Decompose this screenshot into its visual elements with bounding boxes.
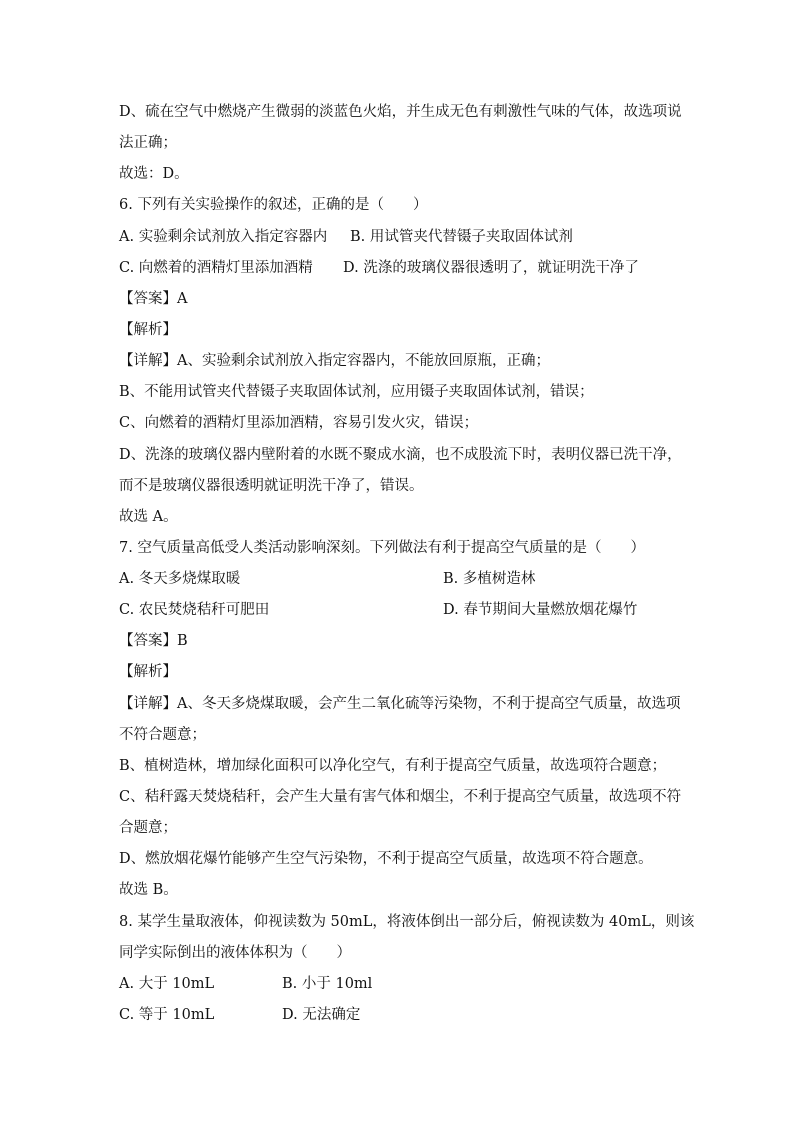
q7-option-c: C. 农民焚烧秸秆可肥田	[119, 602, 270, 618]
q8-option-c: C. 等于 10mL	[119, 1007, 215, 1023]
text-line: C、秸秆露天焚烧秸秆，会产生大量有害气体和烟尘，不利于提高空气质量，故选项不符	[119, 789, 682, 805]
analysis-label: 【解析】	[119, 664, 177, 680]
question-8-stem: 8. 某学生量取液体，仰视读数为 50mL，将液体倒出一部分后，俯视读数为 40mL，则该	[119, 914, 695, 930]
text-line: 【详解】A、冬天多烧煤取暖，会产生二氧化硫等污染物，不利于提高空气质量，故选项	[119, 696, 681, 712]
q7-option-a: A. 冬天多烧煤取暖	[119, 571, 241, 587]
q8-option-a: A. 大于 10mL	[119, 976, 215, 992]
text-line: B、不能用试管夹代替镊子夹取固体试剂，应用镊子夹取固体试剂，错误；	[119, 384, 594, 400]
q7-option-b: B. 多植树造林	[443, 571, 536, 587]
text-line: 合题意；	[119, 820, 177, 836]
text-line: 故选 B。	[119, 882, 178, 898]
question-6-stem: 6. 下列有关实验操作的叙述，正确的是（ ）	[119, 197, 428, 213]
text-line: 故选 A。	[119, 509, 178, 525]
text-line: 故选：D。	[119, 166, 189, 182]
text-line: 不符合题意；	[119, 727, 206, 743]
q6-option-d: D. 洗涤的玻璃仪器很透明了，就证明洗干净了	[343, 260, 639, 276]
q6-option-c: C. 向燃着的酒精灯里添加酒精	[119, 260, 313, 276]
q6-option-a: A. 实验剩余试剂放入指定容器内	[119, 229, 328, 245]
question-7-stem: 7. 空气质量高低受人类活动影响深刻。下列做法有利于提高空气质量的是（ ）	[119, 540, 645, 556]
q8-option-d: D. 无法确定	[282, 1007, 361, 1023]
text-line: D、燃放烟花爆竹能够产生空气污染物，不利于提高空气质量，故选项不符合题意。	[119, 851, 653, 867]
text-line: 【详解】A、实验剩余试剂放入指定容器内，不能放回原瓶，正确；	[119, 353, 550, 369]
text-line: D、硫在空气中燃烧产生微弱的淡蓝色火焰，并生成无色有刺激性气味的气体，故选项说	[119, 104, 682, 120]
answer-label: 【答案】B	[119, 633, 188, 649]
answer-label: 【答案】A	[119, 291, 188, 307]
text-line: C、向燃着的酒精灯里添加酒精，容易引发火灾，错误；	[119, 415, 479, 431]
text-line: 法正确；	[119, 135, 177, 151]
q8-option-b: B. 小于 10ml	[282, 976, 373, 992]
text-line: 而不是玻璃仪器很透明就证明洗干净了，错误。	[119, 478, 424, 494]
analysis-label: 【解析】	[119, 322, 177, 338]
text-line: B、植树造林，增加绿化面积可以净化空气，有利于提高空气质量，故选项符合题意；	[119, 758, 667, 774]
q6-option-b: B. 用试管夹代替镊子夹取固体试剂	[350, 229, 573, 245]
text-line: D、洗涤的玻璃仪器内壁附着的水既不聚成水滴，也不成股流下时，表明仪器已洗干净，	[119, 447, 682, 463]
text-line: 同学实际倒出的液体体积为（ ）	[119, 945, 351, 961]
q7-option-d: D. 春节期间大量燃放烟花爆竹	[443, 602, 638, 618]
